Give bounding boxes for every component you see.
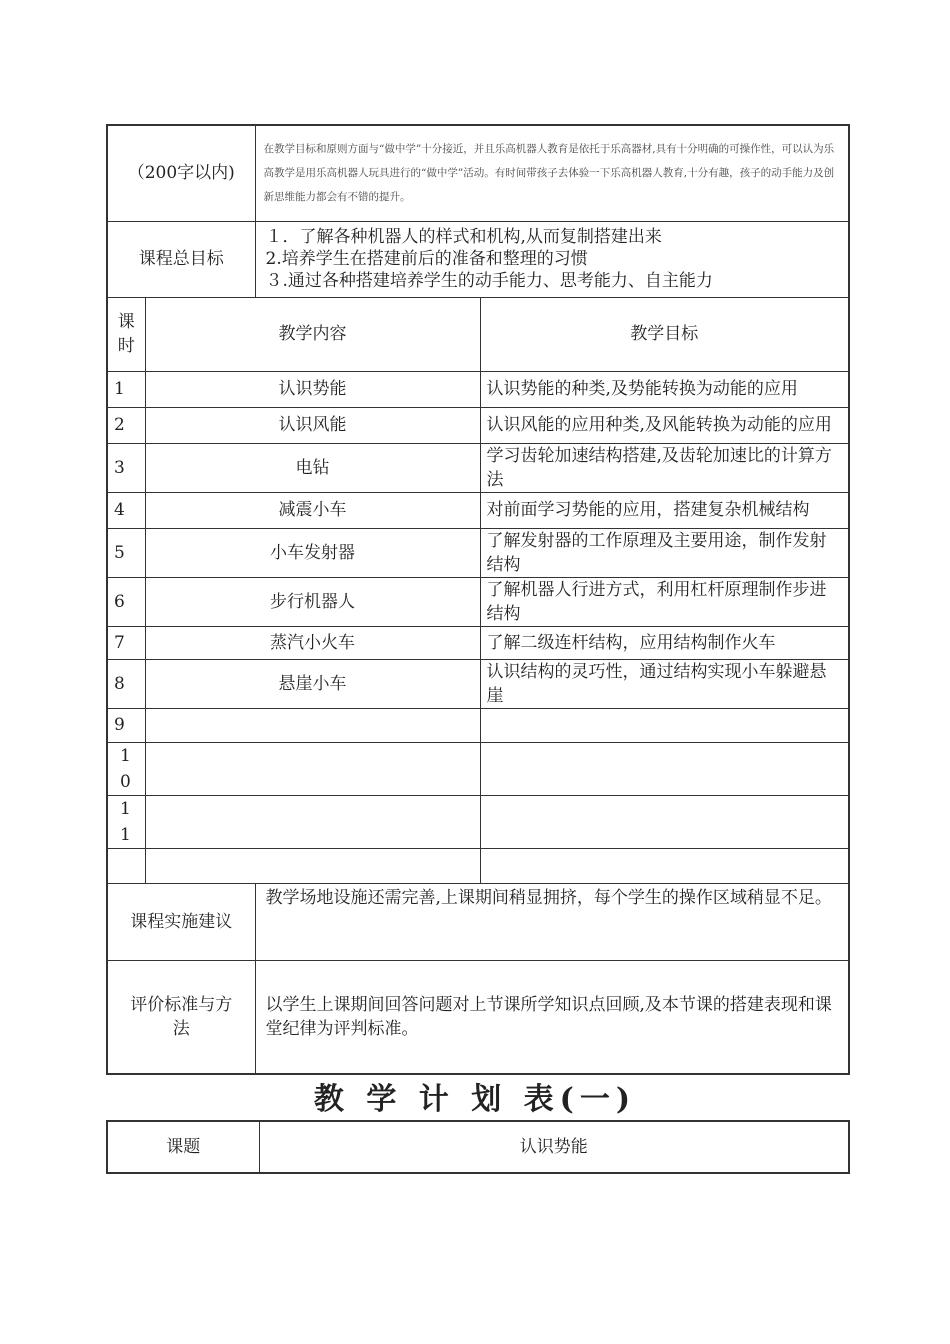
course-outline-table: [106, 124, 850, 1075]
evaluation-row: [107, 960, 849, 1074]
topic-row: [107, 1121, 849, 1173]
intro-text: 在教学目标和原则方面与“做中学”十分接近，并且乐高机器人教育是依托于乐高器材,具有十分明确的可操作性，可以认为乐高教学是用乐高机器人玩具进行的“做中学”活动。有时间带孩子去体验一下乐高机器人教育,十分有趣，孩子的动手能力及创新思维能力都会有不错的提升。: [255, 125, 849, 221]
lesson-number: 5: [107, 528, 145, 577]
schedule-header-row: [107, 297, 849, 371]
goals-row: [107, 221, 849, 297]
lesson-content: [145, 795, 480, 848]
lesson-objective: 了解发射器的工作原理及主要用途，制作发射结构: [480, 528, 849, 577]
goal-item-3: ３.通过各种搭建培养学生的动手能力、思考能力、自主能力: [265, 271, 713, 291]
lesson-content: [145, 708, 480, 742]
lesson-content: 步行机器人: [145, 577, 480, 626]
lesson-objective: 认识势能的种类,及势能转换为动能的应用: [480, 371, 849, 407]
lesson-number: 9: [107, 708, 145, 742]
lesson-objective: [480, 795, 849, 848]
plan-topic-table: [106, 1120, 850, 1174]
topic-value: 认识势能: [259, 1121, 849, 1173]
lesson-objective: 认识结构的灵巧性，通过结构实现小车躲避悬崖: [480, 659, 849, 708]
table-row: [107, 577, 849, 626]
lesson-objective: 认识风能的应用种类,及风能转换为动能的应用: [480, 407, 849, 443]
table-row: [107, 659, 849, 708]
lesson-content: 蒸汽小火车: [145, 626, 480, 659]
table-row: [107, 371, 849, 407]
implementation-text: 教学场地设施还需完善,上课期间稍显拥挤，每个学生的操作区域稍显不足。: [255, 883, 849, 960]
table-row: [107, 492, 849, 528]
lesson-number: 8: [107, 659, 145, 708]
lesson-number: 4: [107, 492, 145, 528]
table-row: [107, 708, 849, 742]
table-row: [107, 848, 849, 883]
lesson-objective: [480, 848, 849, 883]
header-objective: 教学目标: [480, 297, 849, 371]
lesson-objective: 了解二级连杆结构，应用结构制作火车: [480, 626, 849, 659]
header-lesson: 课时: [107, 297, 145, 371]
lesson-objective: [480, 708, 849, 742]
intro-label: （200字以内): [107, 125, 255, 221]
lesson-content: 减震小车: [145, 492, 480, 528]
lesson-number: 3: [107, 443, 145, 492]
lesson-content: 认识风能: [145, 407, 480, 443]
lesson-content: [145, 848, 480, 883]
table-row: [107, 795, 849, 848]
lesson-objective: 学习齿轮加速结构搭建,及齿轮加速比的计算方法: [480, 443, 849, 492]
goal-item-1: １．了解各种机器人的样式和机构,从而复制搭建出来: [265, 227, 662, 247]
table-row: [107, 443, 849, 492]
lesson-number: 11: [107, 795, 145, 848]
header-content: 教学内容: [145, 297, 480, 371]
plan-title: 教 学 计 划 表(一): [313, 1082, 637, 1117]
lesson-number: 2: [107, 407, 145, 443]
lesson-content: 电钻: [145, 443, 480, 492]
lesson-objective: [480, 742, 849, 795]
lesson-number: [107, 848, 145, 883]
lesson-objective: 了解机器人行进方式，利用杠杆原理制作步进结构: [480, 577, 849, 626]
lesson-number: 1: [107, 371, 145, 407]
evaluation-text: 以学生上课期间回答问题对上节课所学知识点回顾,及本节课的搭建表现和课堂纪律为评判标准。: [255, 960, 849, 1074]
lesson-number: 7: [107, 626, 145, 659]
table-row: [107, 528, 849, 577]
intro-row: [107, 125, 849, 221]
lesson-number: 10: [107, 742, 145, 795]
lesson-objective: 对前面学习势能的应用，搭建复杂机械结构: [480, 492, 849, 528]
lesson-content: 悬崖小车: [145, 659, 480, 708]
implementation-label: 课程实施建议: [107, 883, 255, 960]
lesson-content: 认识势能: [145, 371, 480, 407]
evaluation-label: 评价标准与方法: [107, 960, 255, 1074]
table-row: [107, 742, 849, 795]
goals-list: [255, 221, 849, 297]
table-row: [107, 407, 849, 443]
goals-label: 课程总目标: [107, 221, 255, 297]
lesson-content: 小车发射器: [145, 528, 480, 577]
topic-label: 课题: [107, 1121, 259, 1173]
lesson-content: [145, 742, 480, 795]
implementation-row: [107, 883, 849, 960]
goal-item-2: 2.培养学生在搭建前后的准备和整理的习惯: [265, 249, 588, 269]
table-row: [107, 626, 849, 659]
lesson-number: 6: [107, 577, 145, 626]
